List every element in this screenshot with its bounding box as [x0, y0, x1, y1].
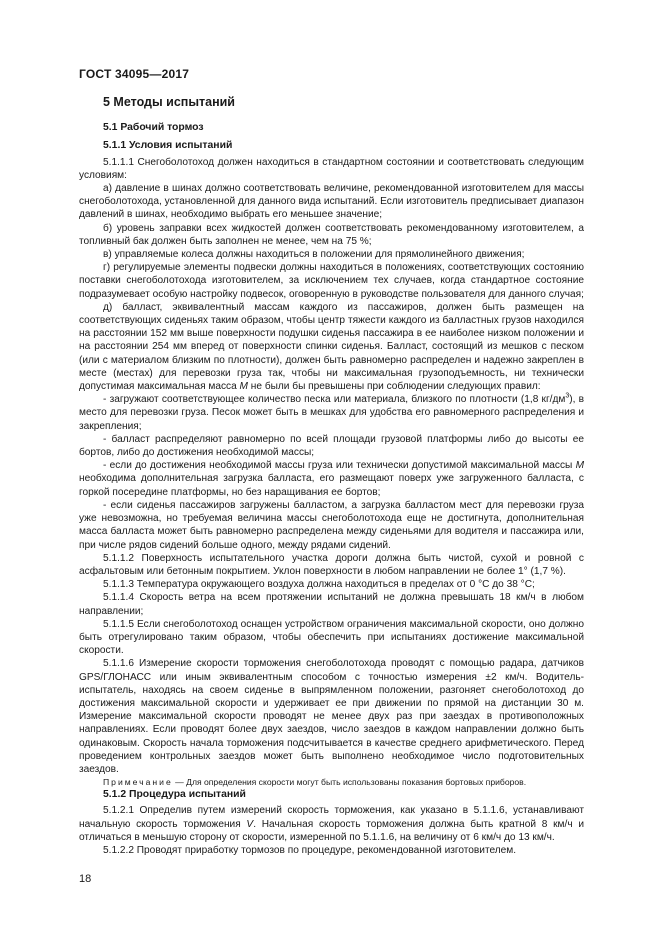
ballast-rule-3-tail: необходима дополнительная загрузка балласта, его размещают поверх уже загруженного балласта, с горкой посередине платформы, но без наращивания ее бортов; — [79, 473, 584, 498]
mass-symbol: M — [575, 460, 584, 472]
paragraph-5-1-1-5: 5.1.1.5 Если снегоболотоход оснащен устройством ограничения максимальной скорости, оно должно быть отрегулировано таким образом, чтобы обеспечить при испытаниях достижение максимальной скорости. — [79, 618, 584, 657]
condition-d-text: д) балласт, эквивалентный массам каждого из пассажиров, должен быть размещен на соответствующих сиденьях таким образом, чтобы центр тяжести каждого из балластных грузов находился на расстоянии 152 мм выше поверхности подушки сиденья пассажира в ее наиболее низком положении и на расстоянии 254 мм вперед от поверхности спинки сиденья. Балласт, состоящий из мешков с песком (или с материалом близким по плотности), должен быть равномерно распределен и надежно закреплен в месте (местах) для перевозки груза так, чтобы ни максимальная грузоподъемность, ни технически допустимая максимальная масса — [79, 301, 584, 393]
condition-d — [79, 301, 584, 393]
ballast-rule-1-text: - загружают соответствующее количество песка или материала, близкого по плотности (1,8 кг/дм — [103, 394, 566, 406]
procedure-title: 5.1.2 Процедура испытаний — [103, 789, 246, 801]
paragraph-5-1-2-1-text: 5.1.2.1 Определив путем измерений скорость торможения, как указано в 5.1.1.6, устанавливают начальную скорость торможения — [79, 805, 584, 830]
condition-b: б) уровень заправки всех жидкостей должен соответствовать рекомендованному изготовителем, а топливный бак должен быть заполнен не менее, чем на 75 %; — [79, 222, 584, 247]
note — [79, 776, 584, 788]
page-number: 18 — [79, 873, 92, 885]
condition-g: г) регулируемые элементы подвески должны находиться в положениях, соответствующих состоянию поставки снегоболотохода изготовителем, за исключением тех случаев, когда стандартное состояние подразумевает особую настройку подвесок, оговоренную в руководстве пользователя для данного случая; — [79, 262, 584, 300]
paragraph-5-1-1-6: 5.1.1.6 Измерение скорости торможения снегоболотохода проводят с помощью радара, датчиков GPS/ГЛОНАСС или иным эквивалентным способом с точностью измерения ±2 км/ч. Водитель-испытатель, находясь на своем сиденье в выпрямленном положении, разгоняет снегоболотоход до достижения максимальной скорости и удерживает ее при движении по прямой на дистанции 30 м. Измерение максимальной скорости проводят не менее двух раз при заездах в противоположных направлениях. Если проводят более двух заездов, число заездов в каждом направлении должно быть одинаковым. Скорость начала торможения подсчитывается в качестве среднего арифметического. Перед проведением контрольных заездов может быть выполнено необходимое число подготовительных заездов. — [79, 658, 584, 775]
mass-symbol: M — [239, 381, 248, 393]
ballast-rule-3 — [79, 459, 584, 499]
subsection-title: 5.1 Рабочий тормоз — [103, 122, 204, 134]
paragraph-5-1-2-1 — [79, 804, 584, 844]
conditions-title: 5.1.1 Условия испытаний — [103, 140, 233, 152]
speed-symbol: V — [246, 818, 254, 830]
note-text: — Для определения скорости могут быть использованы показания бортовых приборов. — [172, 777, 527, 788]
ballast-rule-1-tail: ), в место для перевозки груза. Песок может быть в мешках для удобства его равномерного распределения и закрепления; — [79, 394, 584, 432]
paragraph-5-1-1-1: 5.1.1.1 Снегоболотоход должен находиться в стандартном состоянии и соответствовать следующим условиям: — [79, 156, 584, 181]
ballast-rule-4: - если сиденья пассажиров загружены балластом, а загрузка балластом мест для перевозки груза уже невозможна, но требуемая величина массы снегоболотохода еще не достигнута, дополнительная масса балласта может быть равномерно распределена между сиденьями для водителя и пассажира или, при числе рядов сидений больше одного, между рядами сидений. — [79, 499, 584, 551]
ballast-rule-3-text: - если до достижения необходимой массы груза или технически допустимой максимальной массы — [103, 460, 576, 472]
condition-v: в) управляемые колеса должны находиться в положении для прямолинейного движения; — [103, 249, 525, 261]
paragraph-5-1-2-2: 5.1.2.2 Проводят приработку тормозов по процедуре, рекомендованной изготовителем. — [103, 844, 517, 856]
condition-d-tail: не были бы превышены при соблюдении следующих правил: — [247, 381, 541, 393]
paragraph-5-1-1-4: 5.1.1.4 Скорость ветра на всем протяжении испытаний не должна превышать 18 км/ч в любом направлении; — [79, 592, 584, 617]
section-title: 5 Методы испытаний — [103, 95, 235, 109]
paragraph-5-1-1-3: 5.1.1.3 Температура окружающего воздуха должна находиться в пределах от 0 °С до 38 °С; — [103, 579, 535, 591]
page-content — [79, 96, 584, 857]
standard-header: ГОСТ 34095—2017 — [79, 67, 190, 81]
ballast-rule-2: - балласт распределяют равномерно по всей площади грузовой платформы либо до высоты ее бортов, либо до достижения необходимой массы; — [79, 433, 584, 459]
superscript: 3 — [565, 392, 570, 400]
condition-a: а) давление в шинах должно соответствовать величине, рекомендованной изготовителем для массы снегоболотохода, установленной для данного вида испытаний. Если изготовитель предписывает диапазон давлений в шинах, необходимо выбрать его меньшее значение; — [79, 183, 584, 221]
note-label: Примечание — [103, 777, 173, 788]
paragraph-5-1-1-2: 5.1.1.2 Поверхность испытательного участка дороги должна быть чистой, сухой и ровной с асфальтовым или бетонным покрытием. Уклон поверхности в любом направлении не более 1° (1,7 %). — [79, 552, 584, 577]
paragraph-5-1-2-1-tail: . Начальная скорость торможения должна быть кратной 8 км/ч и отличаться в меньшую сторону от скорости, измеренной по 5.1.1.6, на величину от 6 км/ч до 13 км/ч. — [79, 818, 584, 843]
ballast-rule-1 — [79, 393, 584, 433]
